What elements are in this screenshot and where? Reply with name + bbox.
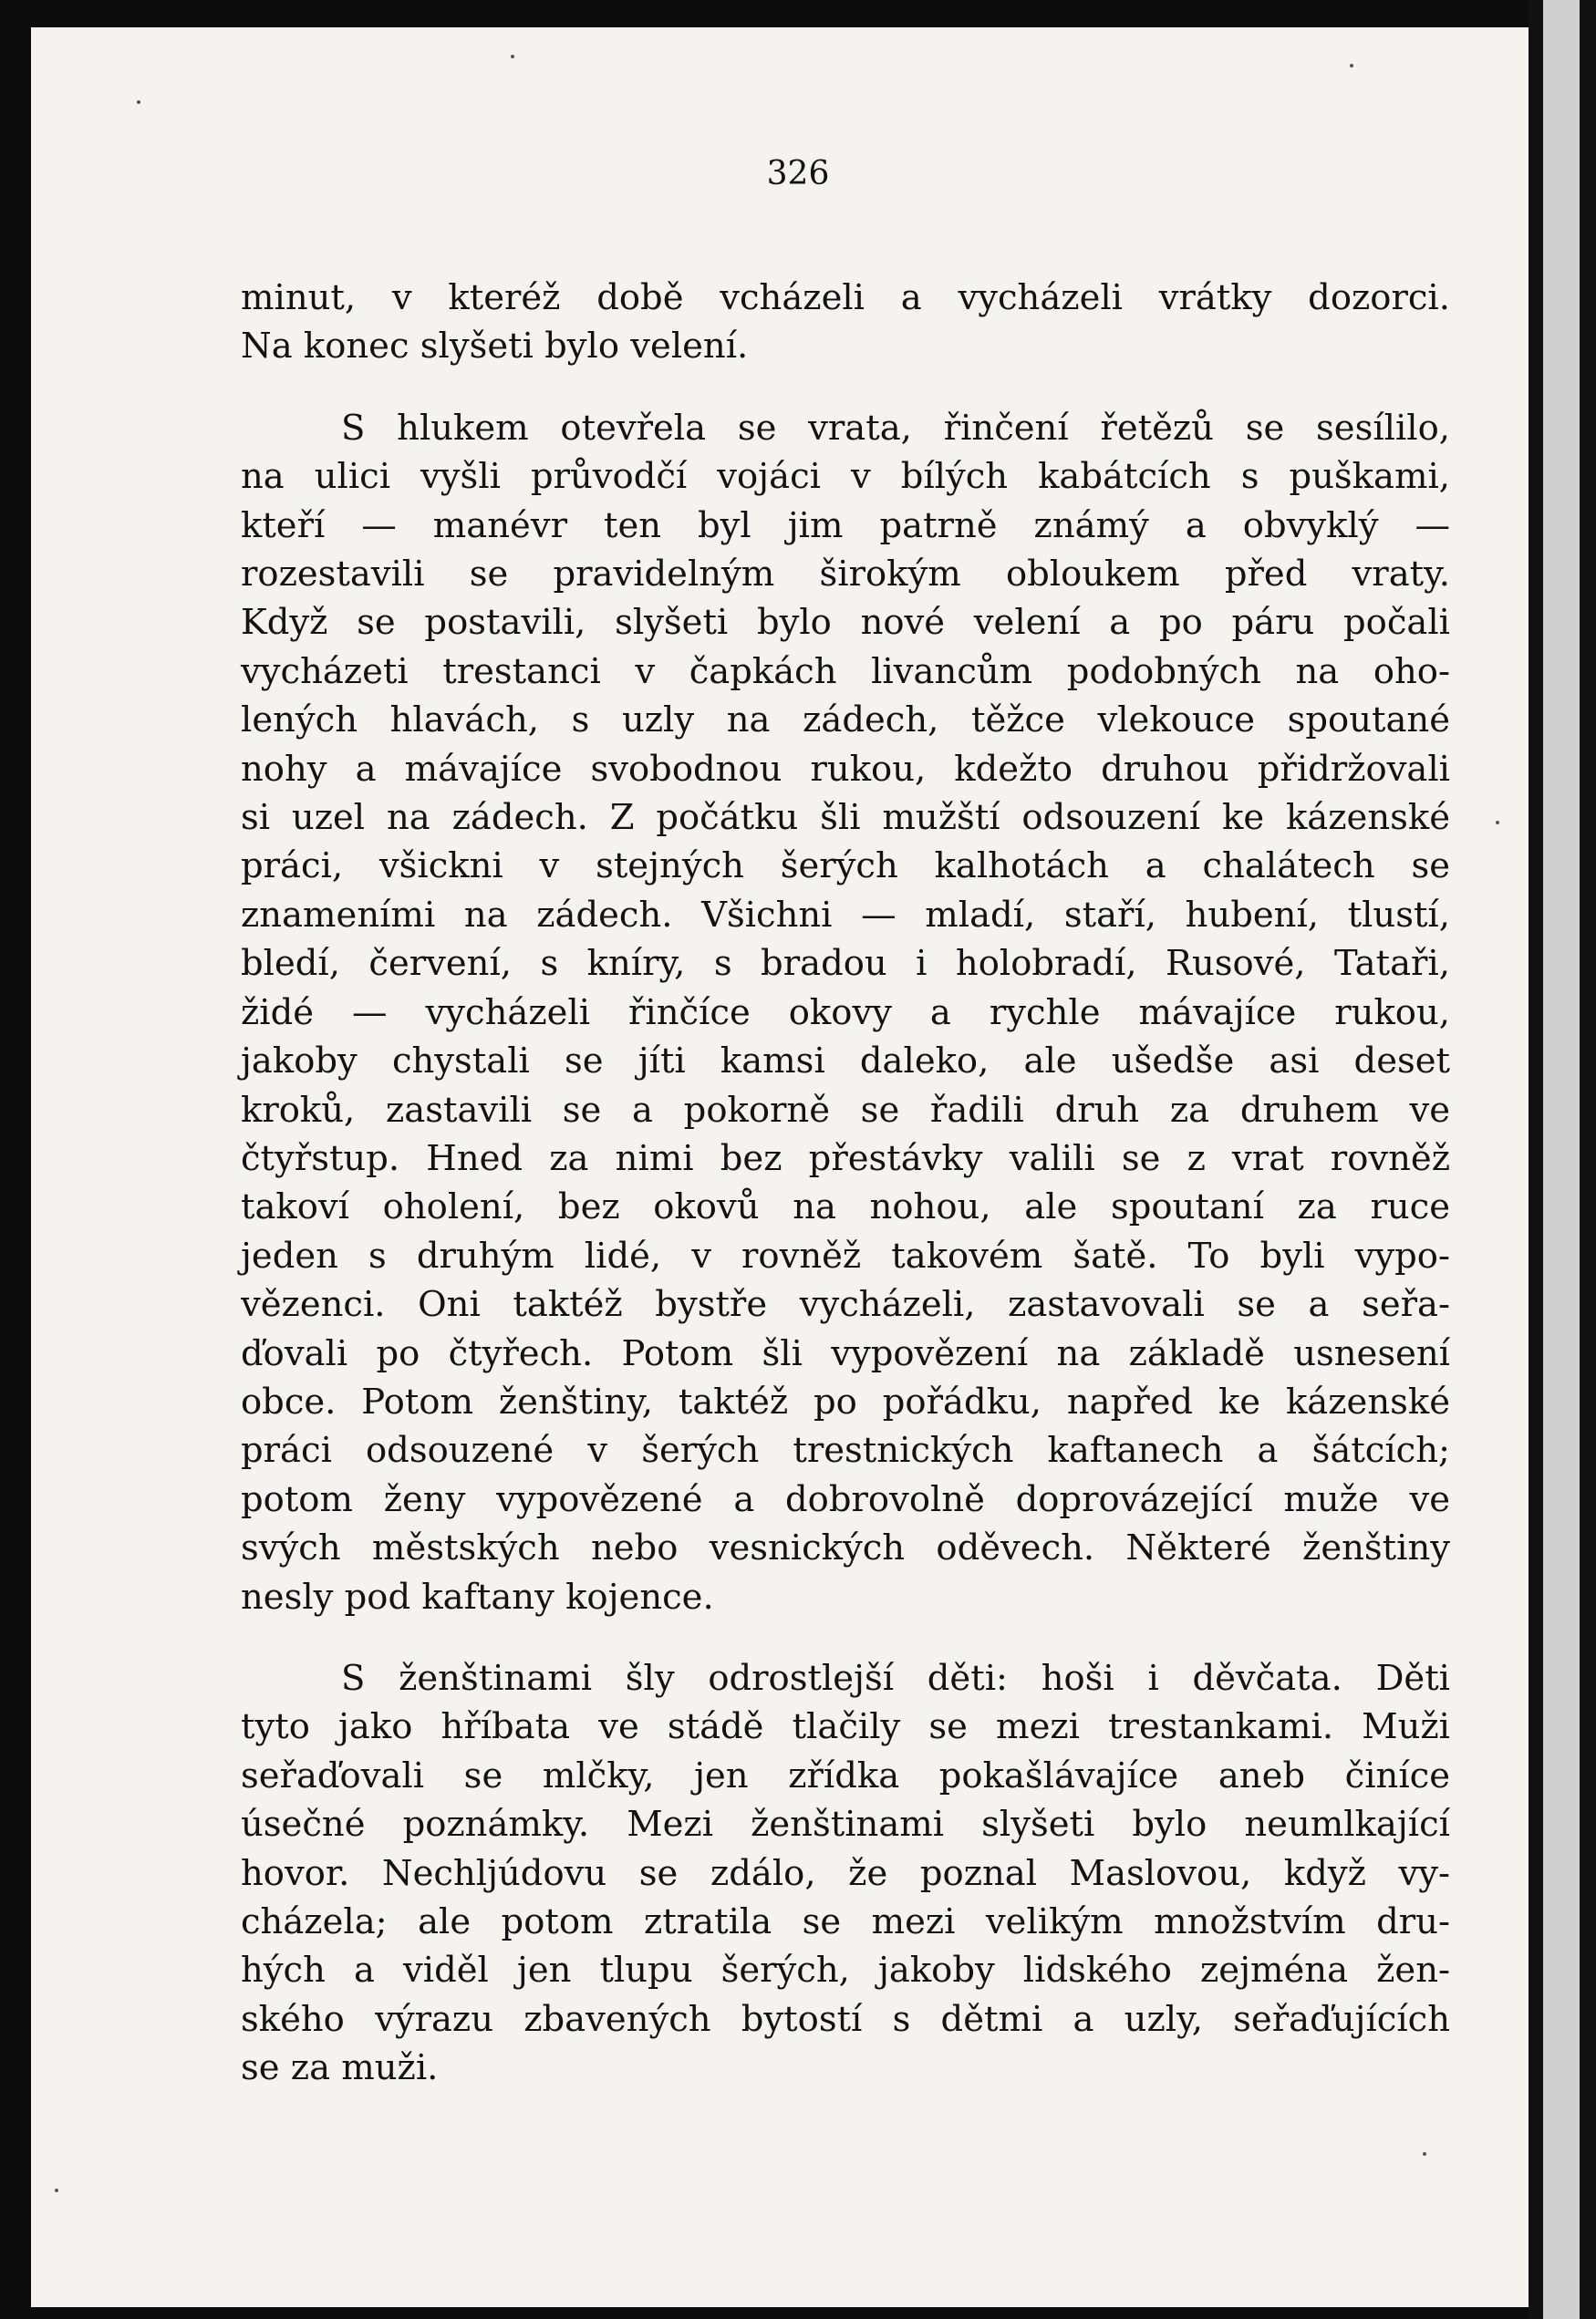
text-line: svých městských nebo vesnických oděvech. Některé ženštiny [241, 1527, 1450, 1569]
scan-edge-band [1543, 0, 1580, 2319]
text-line: úsečné poznámky. Mezi ženštinami slyšeti bylo neumlkající [241, 1804, 1450, 1846]
text-line: si uzel na zádech. Z počátku šli mužští odsouzení ke kázenské [241, 797, 1450, 839]
text-line: čtyřstup. Hned za nimi bez přestávky valili se z vrat rovněž [241, 1137, 1450, 1179]
text-line: seřaďovali se mlčky, jen zřídka pokašlávajíce aneb činíce [241, 1755, 1450, 1796]
scan-speck [1350, 64, 1353, 67]
text-line: židé — vycházeli řinčíce okovy a rychle mávajíce rukou, [241, 991, 1450, 1033]
text-line: kteří — manévr ten byl jim patrně známý a obvyklý — [241, 504, 1450, 546]
scan-speck [511, 55, 514, 58]
text-line: jakoby chystali se jíti kamsi daleko, ale ušedše asi deset [241, 1040, 1450, 1082]
text-line: rozestavili se pravidelným širokým obloukem před vraty. [241, 554, 1450, 595]
text-line: takoví oholení, bez okovů na nohou, ale spoutaní za ruce [241, 1186, 1450, 1228]
text-line: lených hlavách, s uzly na zádech, těžce vlekouce spoutané [241, 699, 1450, 741]
scan-speck [1496, 821, 1499, 824]
text-line: tyto jako hříbata ve stádě tlačily se mezi trestankami. Muži [241, 1706, 1450, 1748]
text-line: nesly pod kaftany kojence. [241, 1576, 714, 1618]
text-line: hovor. Nechljúdovu se zdálo, že poznal Maslovou, když vy- [241, 1852, 1450, 1894]
text-line: vycházeti trestanci v čapkách livancům podobných na oho- [241, 650, 1450, 692]
scan-speck [137, 100, 140, 104]
text-line: hých a viděl jen tlupu šerých, jakoby lidského zejména žen- [241, 1950, 1450, 1992]
text-line: ského výrazu zbavených bytostí s dětmi a uzly, seřaďujících [241, 1998, 1450, 2040]
scan-speck [55, 2189, 58, 2192]
text-line: ďovali po čtyřech. Potom šli vypovězení na základě usnesení [241, 1332, 1450, 1374]
text-line: potom ženy vypovězené a dobrovolně doprovázející muže ve [241, 1478, 1450, 1520]
text-line: minut, v kteréž době vcházeli a vycházeli vrátky dozorci. [241, 277, 1450, 318]
text-line: obce. Potom ženštiny, taktéž po pořádku, napřed ke kázenské [241, 1381, 1450, 1423]
paragraph-3 [241, 1654, 1450, 2093]
text-line: S ženštinami šly odrostlejší děti: hoši i děvčata. Děti [341, 1657, 1450, 1699]
scan-speck [1423, 2152, 1426, 2156]
page-number: 326 [766, 155, 830, 192]
text-line: znameními na zádech. Všichni — mladí, staří, hubení, tlustí, [241, 894, 1450, 936]
text-line: jeden s druhým lidé, v rovněž takovém šatě. To byli vypo- [241, 1235, 1450, 1277]
text-line: nohy a mávajíce svobodnou rukou, kdežto druhou přidržovali [241, 748, 1450, 790]
text-line: Na konec slyšeti bylo velení. [241, 326, 749, 368]
paragraph-2 [241, 404, 1450, 1621]
text-line: bledí, červení, s kníry, s bradou i holobradí, Rusové, Tataři, [241, 943, 1450, 985]
text-line: cházela; ale potom ztratila se mezi velikým množstvím dru- [241, 1901, 1450, 1942]
body-text [241, 274, 1450, 2093]
paragraph-1 [241, 274, 1450, 371]
text-line: Když se postavili, slyšeti bylo nové velení a po páru počali [241, 602, 1450, 644]
text-line: vězenci. Oni taktéž bystře vycházeli, zastavovali se a seřa- [241, 1284, 1450, 1326]
text-line: kroků, zastavili se a pokorně se řadili druh za druhem ve [241, 1089, 1450, 1131]
text-line: se za muži. [241, 2047, 439, 2089]
text-line: na ulici vyšli průvodčí vojáci v bílých kabátcích s puškami, [241, 456, 1450, 498]
text-line: práci odsouzené v šerých trestnických kaftanech a šátcích; [241, 1430, 1450, 1472]
text-line: S hlukem otevřela se vrata, řinčení řetězů se sesílilo, [341, 407, 1450, 449]
text-line: práci, všickni v stejných šerých kalhotách a chalátech se [241, 845, 1450, 887]
